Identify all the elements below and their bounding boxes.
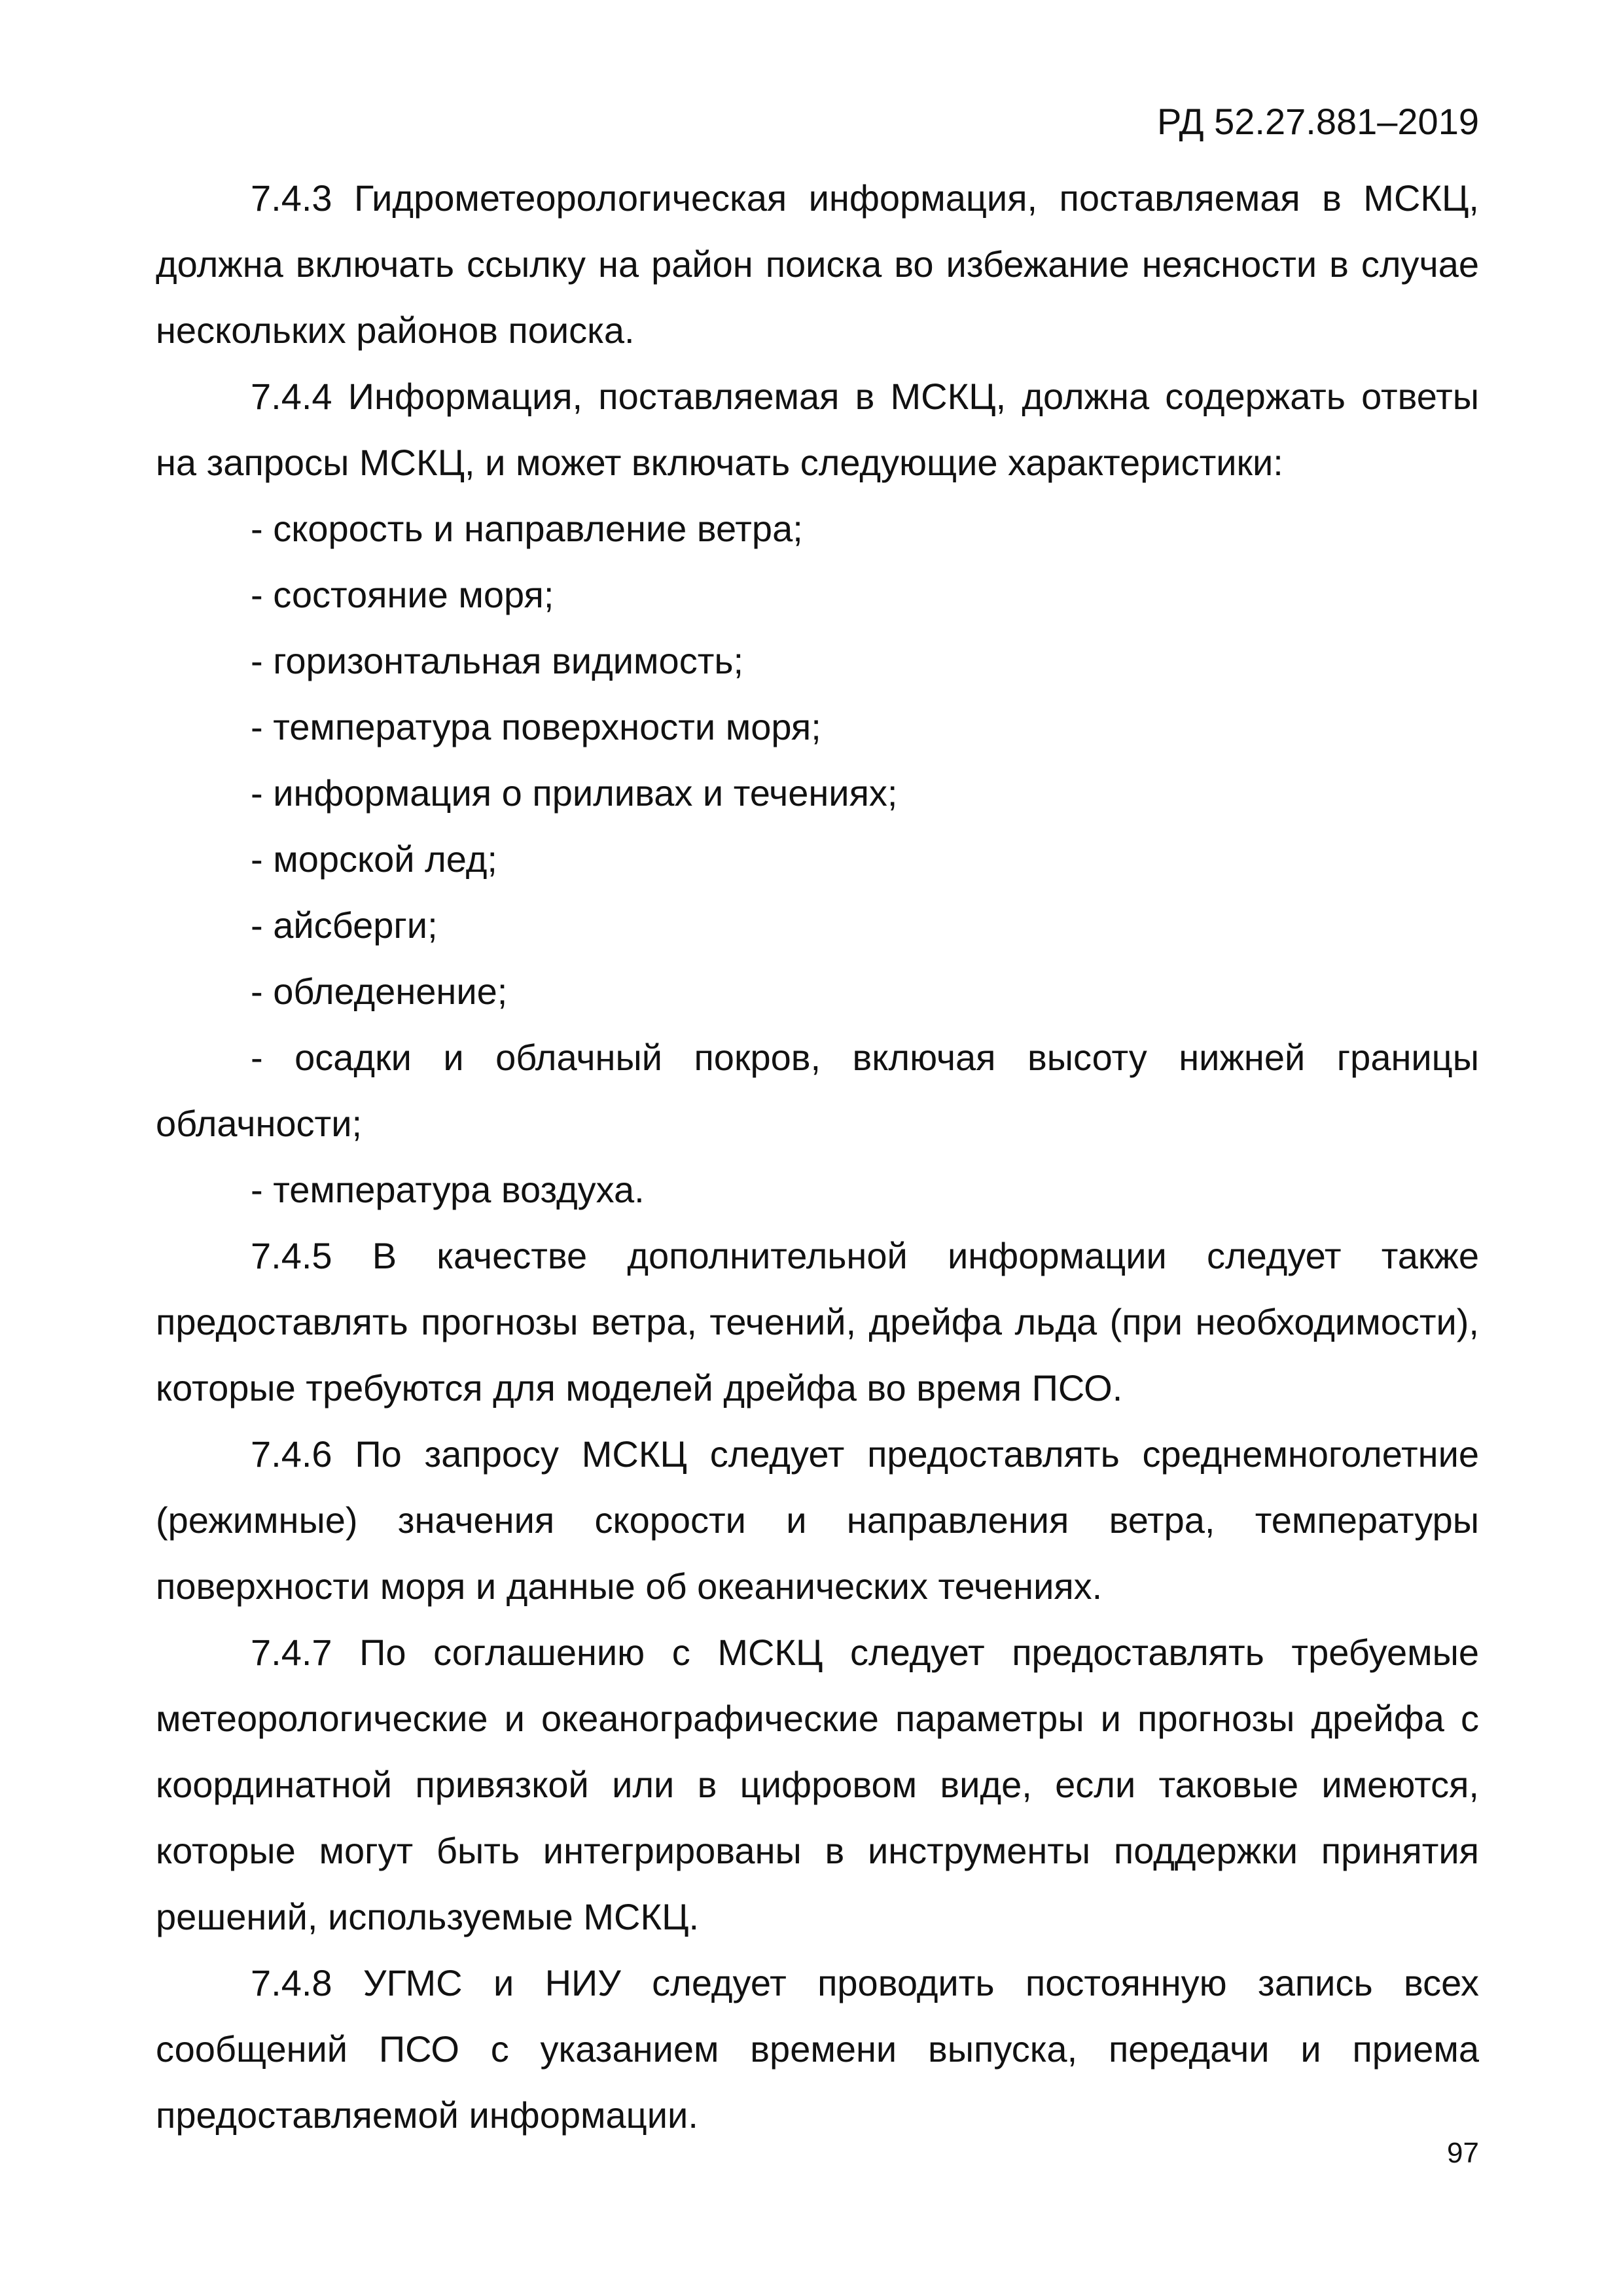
- list-item: - температура поверхности моря;: [251, 706, 821, 747]
- list-item: - состояние моря;: [251, 574, 554, 615]
- list-item: - информация о приливах и течениях;: [251, 772, 898, 814]
- paragraph-7-4-4: 7.4.4 Информация, поставляемая в МСКЦ, должна содержать ответы на запросы МСКЦ, и может включать следующие характеристики:: [156, 376, 1479, 483]
- paragraph-7-4-3: 7.4.3 Гидрометеорологическая информация, поставляемая в МСКЦ, должна включать ссылку на район поиска во избежание неясности в случае нескольких районов поиска.: [156, 177, 1479, 351]
- page-number: 97: [1447, 2137, 1479, 2169]
- list-item: - осадки и облачный покров, включая высоту нижней границы облачности;: [156, 1037, 1479, 1144]
- list-item: - скорость и направление ветра;: [251, 508, 803, 549]
- paragraph-7-4-8: 7.4.8 УГМС и НИУ следует проводить постоянную запись всех сообщений ПСО с указанием времени выпуска, передачи и приема предоставляемой информации.: [156, 1962, 1479, 2136]
- list-item: - горизонтальная видимость;: [251, 640, 744, 681]
- list-item: - обледенение;: [251, 971, 508, 1012]
- document-code-header: РД 52.27.881–2019: [1157, 101, 1479, 142]
- list-item: - айсберги;: [251, 905, 438, 946]
- list-item: - морской лед;: [251, 838, 497, 880]
- paragraph-7-4-5: 7.4.5 В качестве дополнительной информации следует также предоставлять прогнозы ветра, течений, дрейфа льда (при необходимости), которые требуются для моделей дрейфа во время ПСО.: [156, 1235, 1479, 1408]
- document-body: [156, 165, 1479, 2148]
- paragraph-7-4-7: 7.4.7 По соглашению с МСКЦ следует предоставлять требуемые метеорологические и океанографические параметры и прогнозы дрейфа с координатной привязкой или в цифровом виде, если таковые имеются, которые могут быть интегрированы в инструменты поддержки принятия решений, используемые МСКЦ.: [156, 1632, 1479, 1937]
- list-item: - температура воздуха.: [251, 1169, 645, 1210]
- paragraph-7-4-6: 7.4.6 По запросу МСКЦ следует предоставлять среднемноголетние (режимные) значения скорости и направления ветра, температуры поверхности моря и данные об океанических течениях.: [156, 1433, 1479, 1607]
